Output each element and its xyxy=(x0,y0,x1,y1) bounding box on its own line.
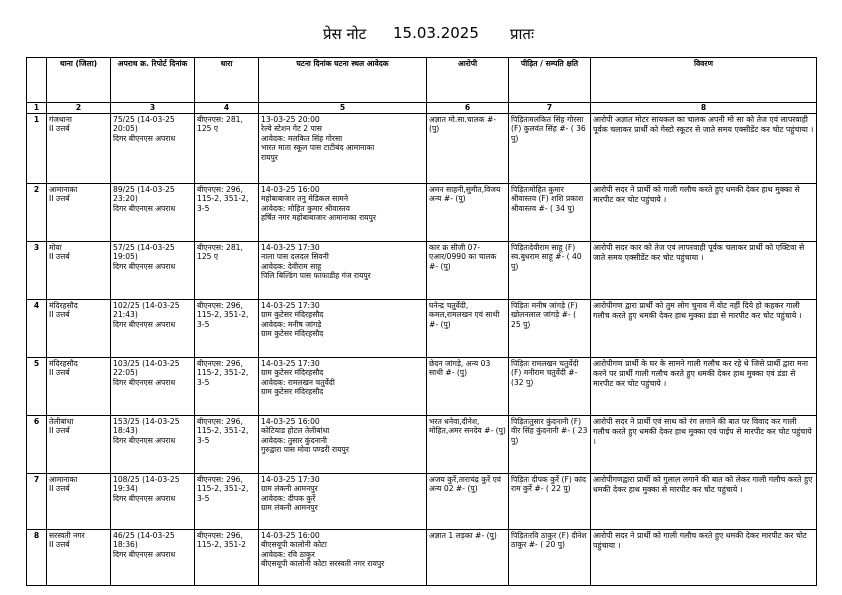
apradh-cell xyxy=(111,416,195,474)
ghatna-cell xyxy=(259,358,427,416)
thana-line: आमानाका xyxy=(49,185,78,194)
ghatna-line: गुरुद्वारा पास मोवा पण्डरी रायपुर xyxy=(261,445,349,455)
dhara-cell xyxy=(195,300,259,358)
table-row xyxy=(27,300,817,358)
serial-number: 8 xyxy=(33,531,40,540)
serial-number: 1 xyxy=(33,115,40,124)
ghatna-line: 14-03-25 17:30 xyxy=(261,301,320,310)
title-time: प्रातः xyxy=(510,25,535,43)
apradh-line: दिगर बीएनएस अपराध xyxy=(113,549,176,559)
dhara-line: 115-2, 351-2, xyxy=(197,484,249,494)
thana-line: II उत्तर्ब xyxy=(49,310,70,320)
vivaran-cell xyxy=(591,358,817,416)
ghatna-line: आवेदक: मोहित कुमार श्रीवास्तव xyxy=(261,203,350,213)
peedit-cell xyxy=(509,242,591,300)
table-row xyxy=(27,242,817,300)
dhara-line: बीएनएस: 296, xyxy=(197,417,243,426)
apradh-line: 57/25 (14-03-25 xyxy=(113,243,175,252)
thana-cell xyxy=(47,114,111,184)
apradh-line: 23:20) xyxy=(113,194,138,204)
apradh-line: 103/25 (14-03-25 xyxy=(113,359,180,368)
serial-number: 7 xyxy=(33,475,40,484)
dhara-line: बीएनएस: 281, xyxy=(197,115,243,124)
thana-line: मोवा xyxy=(49,243,62,252)
ghatna-line: आवेदक: मनीष जांगड़े xyxy=(261,319,322,329)
peedit-cell xyxy=(509,474,591,530)
apradh-line: 22:05) xyxy=(113,368,138,378)
apradh-line: दिगर बीएनएस अपराध xyxy=(113,377,176,387)
thana-cell xyxy=(47,358,111,416)
aaropi-cell xyxy=(427,300,509,358)
ghatna-cell xyxy=(259,114,427,184)
peedit-text: पिड़ितःतुसार कुंदनानी (F) वीर सिंह कुंदनानी #- ( 23 पु) xyxy=(511,417,588,445)
serial-cell xyxy=(27,114,47,184)
thana-cell xyxy=(47,474,111,530)
ghatna-line: ग्राम लंकनी आमनपुर xyxy=(261,484,318,494)
table-row xyxy=(27,184,817,242)
serial-number: 4 xyxy=(33,301,40,310)
vivaran-cell xyxy=(591,530,817,586)
ghatna-line: आवेदक: रवि ठाकुर xyxy=(261,549,315,559)
ghatna-cell xyxy=(259,474,427,530)
vivaran-cell xyxy=(591,184,817,242)
dhara-line: 115-2, 351-2 xyxy=(197,540,246,550)
aaropi-cell xyxy=(427,530,509,586)
apradh-cell xyxy=(111,184,195,242)
apradh-cell xyxy=(111,114,195,184)
thana-line: मंदिरहसौद xyxy=(49,301,78,310)
ghatna-line: 13-03-25 20:00 xyxy=(261,115,320,124)
thana-line: गंजथाना xyxy=(49,115,72,124)
header-thana: थाना (जिला) xyxy=(47,58,111,103)
vivaran-text: आरोपी सदर ने प्रार्थी एवं साथ को रंग लगाने की बात पर विवाद कर गाली गलौच करते हुए धमकी देकर हाथ मुक्का एवं पाईप से मारपीट कर चोट पहुंचाये । xyxy=(593,417,812,446)
aaropi-text: अज्ञात मो.सा.चालक #- (पु) xyxy=(429,115,497,134)
column-number: 6 xyxy=(427,103,509,114)
header-apradh: अपराध क्र. रिपोर्ट दिनांक xyxy=(111,58,195,103)
vivaran-text: आरोपी सदर कार को तेज एवं लापरवाही पूर्वक चलाकर प्रार्थी को एक्टिवा से जाते समय एक्सीडेंट कर चोट पहुंचाया । xyxy=(593,243,805,262)
thana-line: II उत्तर्ब xyxy=(49,368,70,378)
apradh-line: 18:43) xyxy=(113,426,138,436)
table-row xyxy=(27,114,817,184)
column-number: 3 xyxy=(111,103,195,114)
peedit-cell xyxy=(509,184,591,242)
ghatna-line: 14-03-25 16:00 xyxy=(261,531,320,540)
vivaran-text: आरोपी सदर ने प्रार्थी को गाली गलौच करते हुए धमकी देकर हाथ मुक्का से मारपीट कर चोट पहुंचाये । xyxy=(593,185,800,204)
dhara-line: बीएनएस: 296, xyxy=(197,475,243,484)
thana-line: आमानाका xyxy=(49,475,78,484)
peedit-cell xyxy=(509,358,591,416)
apradh-line: 89/25 (14-03-25 xyxy=(113,185,175,194)
thana-cell xyxy=(47,184,111,242)
ghatna-line: आवेदक: देवीराम साहू xyxy=(261,261,322,271)
peedit-cell xyxy=(509,300,591,358)
apradh-line: 108/25 (14-03-25 xyxy=(113,475,180,484)
dhara-line: 3-5 xyxy=(197,319,210,329)
peedit-cell xyxy=(509,114,591,184)
thana-line: II उत्तर्ब xyxy=(49,124,70,134)
title-label: प्रेस नोट xyxy=(323,25,367,43)
ghatna-line: 14-03-25 16:00 xyxy=(261,185,320,194)
apradh-line: 18:36) xyxy=(113,540,138,550)
serial-number: 6 xyxy=(33,417,40,426)
ghatna-line: नाला पास दलदल सिवनी xyxy=(261,252,329,262)
aaropi-cell xyxy=(427,416,509,474)
dhara-cell xyxy=(195,184,259,242)
dhara-line: बीएनएस: 296, xyxy=(197,359,243,368)
column-number: 2 xyxy=(47,103,111,114)
apradh-line: 46/25 (14-03-25 xyxy=(113,531,175,540)
ghatna-line: आवेदक: मलकित सिंह गोरसा xyxy=(261,133,343,143)
header-serial xyxy=(27,58,47,103)
dhara-line: 3-5 xyxy=(197,377,210,387)
dhara-line: 115-2, 351-2, xyxy=(197,194,249,204)
vivaran-cell xyxy=(591,114,817,184)
ghatna-line: कोटियाड होटल तेलीबांधा xyxy=(261,426,330,436)
apradh-cell xyxy=(111,358,195,416)
ghatna-line: 14-03-25 17:30 xyxy=(261,243,320,252)
ghatna-line: रेल्वे स्टेशन गेट 2 पास xyxy=(261,124,322,134)
apradh-line: दिगर बीएनएस अपराध xyxy=(113,319,176,329)
dhara-line: 3-5 xyxy=(197,493,210,503)
crime-report-table xyxy=(26,57,817,586)
peedit-cell xyxy=(509,530,591,586)
header-peedit: पीड़ित / सम्पति क्षति xyxy=(509,58,591,103)
aaropi-text: छेदन जांगड़े, अन्य 03 साथी #- (पु) xyxy=(429,359,491,378)
dhara-cell xyxy=(195,530,259,586)
peedit-cell xyxy=(509,416,591,474)
ghatna-line: ग्राम कुटेसर मंदिरहसौद xyxy=(261,329,324,339)
ghatna-line: आवेदक: रामलखन चतुर्वेदी xyxy=(261,377,335,387)
column-number: 5 xyxy=(259,103,427,114)
thana-line: तेलीबांधा xyxy=(49,417,74,426)
serial-number: 5 xyxy=(33,359,40,368)
apradh-line: दिगर बीएनएस अपराध xyxy=(113,493,176,503)
aaropi-text: अजय कुर्रे,ताराचंद्र कुर्रे एवं अन्य 02 #- (पु) xyxy=(429,475,502,494)
peedit-text: पिड़ितःरवि ठाकुर (F) दीनेश ठाकुर #- ( 20 पु) xyxy=(511,531,587,550)
aaropi-cell xyxy=(427,184,509,242)
header-vivaran: विवरण xyxy=(591,58,817,103)
apradh-cell xyxy=(111,300,195,358)
ghatna-line: आवेदक: दीपक कुर्रे xyxy=(261,493,316,503)
peedit-text: पिड़ितः दीपक कुर्रे (F) कांद राम कुर्रे #- ( 22 पु) xyxy=(511,475,587,494)
aaropi-text: घनेन्द्र चतुर्वेदी, कमल,रामलखन एवं साथी #- (पु) xyxy=(429,301,500,329)
serial-cell xyxy=(27,474,47,530)
ghatna-cell xyxy=(259,300,427,358)
thana-cell xyxy=(47,416,111,474)
serial-cell xyxy=(27,184,47,242)
column-number: 4 xyxy=(195,103,259,114)
aaropi-text: अमन साहनी,सुमीत,विजय अन्य #- (पु) xyxy=(429,185,501,204)
apradh-line: 19:05) xyxy=(113,252,138,262)
peedit-text: पिड़ितःदेवीराम साहू (F) स्व.बुधराम साहू #- ( 40 पु) xyxy=(511,243,582,271)
apradh-cell xyxy=(111,474,195,530)
column-number: 8 xyxy=(591,103,817,114)
aaropi-cell xyxy=(427,474,509,530)
thana-cell xyxy=(47,530,111,586)
serial-cell xyxy=(27,416,47,474)
serial-cell xyxy=(27,300,47,358)
thana-line: II उत्तर्ब xyxy=(49,194,70,204)
table-row xyxy=(27,358,817,416)
dhara-line: बीएनएस: 281, xyxy=(197,243,243,252)
serial-cell xyxy=(27,530,47,586)
dhara-line: 115-2, 351-2, xyxy=(197,368,249,378)
vivaran-cell xyxy=(591,300,817,358)
aaropi-cell xyxy=(427,358,509,416)
ghatna-line: ग्राम कुटेसर मंदिरहसौद xyxy=(261,310,324,320)
column-number: 7 xyxy=(509,103,591,114)
table-row xyxy=(27,474,817,530)
apradh-line: दिगर बीएनएस अपराध xyxy=(113,435,176,445)
ghatna-line: ग्राम कुटेसर मंदिरहसौद xyxy=(261,368,324,378)
ghatna-line: रायपुर xyxy=(261,152,278,162)
apradh-line: दिगर बीएनएस अपराध xyxy=(113,203,176,213)
dhara-cell xyxy=(195,114,259,184)
thana-line: मंदिरहसौद xyxy=(49,359,78,368)
ghatna-line: पिलि बिल्डिंग पास फाफाडीह गंज रायपुर xyxy=(261,271,371,281)
dhara-line: 3-5 xyxy=(197,203,210,213)
serial-number: 2 xyxy=(33,185,40,194)
dhara-line: 3-5 xyxy=(197,435,210,445)
thana-line: II उत्तर्ब xyxy=(49,426,70,436)
dhara-cell xyxy=(195,242,259,300)
ghatna-line: 14-03-25 17:30 xyxy=(261,359,320,368)
ghatna-cell xyxy=(259,184,427,242)
apradh-line: दिगर बीएनएस अपराध xyxy=(113,133,176,143)
peedit-text: पिड़ितःमोहित कुमार श्रीवास्तव (F) शशि प्रकाश श्रीवास्तव #- ( 34 पु) xyxy=(511,185,584,213)
apradh-cell xyxy=(111,242,195,300)
serial-number: 3 xyxy=(33,243,40,252)
ghatna-line: महोबाबाजार तनु मेडिकल सामने xyxy=(261,194,349,204)
dhara-cell xyxy=(195,474,259,530)
apradh-line: 153/25 (14-03-25 xyxy=(113,417,180,426)
ghatna-line: 14-03-25 17:30 xyxy=(261,475,320,484)
peedit-text: पिड़ितःमलकित सिंह गोरसा (F) कुलवंत सिंह #- ( 36 पु) xyxy=(511,115,586,143)
apradh-cell xyxy=(111,530,195,586)
aaropi-cell xyxy=(427,114,509,184)
serial-cell xyxy=(27,358,47,416)
vivaran-text: आरोपी अज्ञात मोटर सायकल का चालक अपनी मो सा को तेज एवं लापरवाही पूर्वक चलाकर प्रार्थी को गेस्टो स्कूटर से जाते समय एक्सीडेंट कर चोट पहुंचाया । xyxy=(593,115,814,134)
ghatna-cell xyxy=(259,530,427,586)
header-row xyxy=(27,58,817,103)
thana-cell xyxy=(47,242,111,300)
ghatna-line: हर्षित नगर महोबाबाजार आमानाका रायपुर xyxy=(261,213,376,223)
vivaran-cell xyxy=(591,474,817,530)
ghatna-line: बीएसयूपी कालोनी कोटा xyxy=(261,540,327,550)
dhara-line: बीएनएस: 296, xyxy=(197,301,243,310)
ghatna-line: ग्राम कुटेसर मंदिरहसौद xyxy=(261,387,324,397)
column-number-row xyxy=(27,103,817,114)
aaropi-cell xyxy=(427,242,509,300)
dhara-line: 115-2, 351-2, xyxy=(197,426,249,436)
ghatna-line: भारत माता स्कूल पास टाटीबंद आमानाका xyxy=(261,143,375,153)
aaropi-text: कार क्र सीजी 07-एआर/0990 का चालक #- (पु) xyxy=(429,243,497,271)
thana-cell xyxy=(47,300,111,358)
serial-cell xyxy=(27,242,47,300)
table-row xyxy=(27,416,817,474)
dhara-cell xyxy=(195,358,259,416)
ghatna-cell xyxy=(259,416,427,474)
apradh-line: 75/25 (14-03-25 xyxy=(113,115,175,124)
thana-line: II उत्तर्ब xyxy=(49,484,70,494)
dhara-line: 115-2, 351-2, xyxy=(197,310,249,320)
table-row xyxy=(27,530,817,586)
dhara-line: बीएनएस: 296, xyxy=(197,185,243,194)
aaropi-text: अज्ञात 1 लड़का #- (पु) xyxy=(429,531,497,540)
ghatna-line: 14-03-25 16:00 xyxy=(261,417,320,426)
header-aaropi: आरोपी xyxy=(427,58,509,103)
dhara-line: 125 ए xyxy=(197,252,219,262)
dhara-cell xyxy=(195,416,259,474)
apradh-line: 102/25 (14-03-25 xyxy=(113,301,180,310)
ghatna-line: ग्राम लंकनी आमनपुर xyxy=(261,503,318,513)
header-ghatna: घटना दिनांक घटना स्थल आवेदक xyxy=(259,58,427,103)
vivaran-cell xyxy=(591,242,817,300)
header-dhara: धारा xyxy=(195,58,259,103)
dhara-line: 125 ए xyxy=(197,124,219,134)
apradh-line: 20:05) xyxy=(113,124,138,134)
apradh-line: दिगर बीएनएस अपराध xyxy=(113,261,176,271)
thana-line: सरस्वती नगर xyxy=(49,531,85,540)
dhara-line: बीएनएस: 296, xyxy=(197,531,243,540)
ghatna-line: बीएसयूपी कालोनी कोटा सरस्वती नगर रायपुर xyxy=(261,559,385,569)
press-note-title xyxy=(0,24,842,44)
apradh-line: 21:43) xyxy=(113,310,138,320)
ghatna-line: आवेदक: तुसार कुंदनानी xyxy=(261,435,327,445)
ghatna-cell xyxy=(259,242,427,300)
vivaran-text: आरोपीगण द्वारा प्रार्थी को तुम लोग चुनाव में वोट नहीं दिये हो कहकर गाली गलौच करते हुए धमकी देकर हाथ मुक्का डंडा से मारपीट कर चोट पहुंचाये । xyxy=(593,301,802,320)
apradh-line: 19:34) xyxy=(113,484,138,494)
vivaran-text: आरोपीगणद्वारा प्रार्थी को गुलाल लगाने की बात को लेकर गाली गलौच करते हुए धमकी देकर हाथ मुक्का से मारपीट कर चोट पहुंचाये । xyxy=(593,475,813,494)
thana-line: II उत्तर्ब xyxy=(49,540,70,550)
peedit-text: पिड़ितः मनीष जांगड़े (F) खोलनलाल जांगड़े #- ( 25 पु) xyxy=(511,301,578,329)
vivaran-cell xyxy=(591,416,817,474)
aaropi-text: भरत धनेवा,दीनेश, मोहित,अमर सनदेव #- (पु) xyxy=(429,417,506,436)
peedit-text: पिड़ितः रामलखन चतुर्वेदी (F) मनीराम चतुर्वेदी #- (32 पु) xyxy=(511,359,579,387)
vivaran-text: आरोपीगण प्रार्थी के घर के सामने गाली गलौच कर रहे थे जिसे प्रार्थी द्वारा मना करने पर प्रार्थी गाली गलौच करते हुए धमकी देकर हाथ मुक्का एवं डंडा से मारपीट कर चोट पहुंचाये । xyxy=(593,359,808,388)
thana-line: II उत्तर्ब xyxy=(49,252,70,262)
column-number: 1 xyxy=(27,103,47,114)
vivaran-text: आरोपी सदर ने प्रार्थी को गाली गलौच करते हुए धमकी देकर मारपीट कर चोट पहुंचाया । xyxy=(593,531,807,550)
title-date: 15.03.2025 xyxy=(393,24,479,42)
